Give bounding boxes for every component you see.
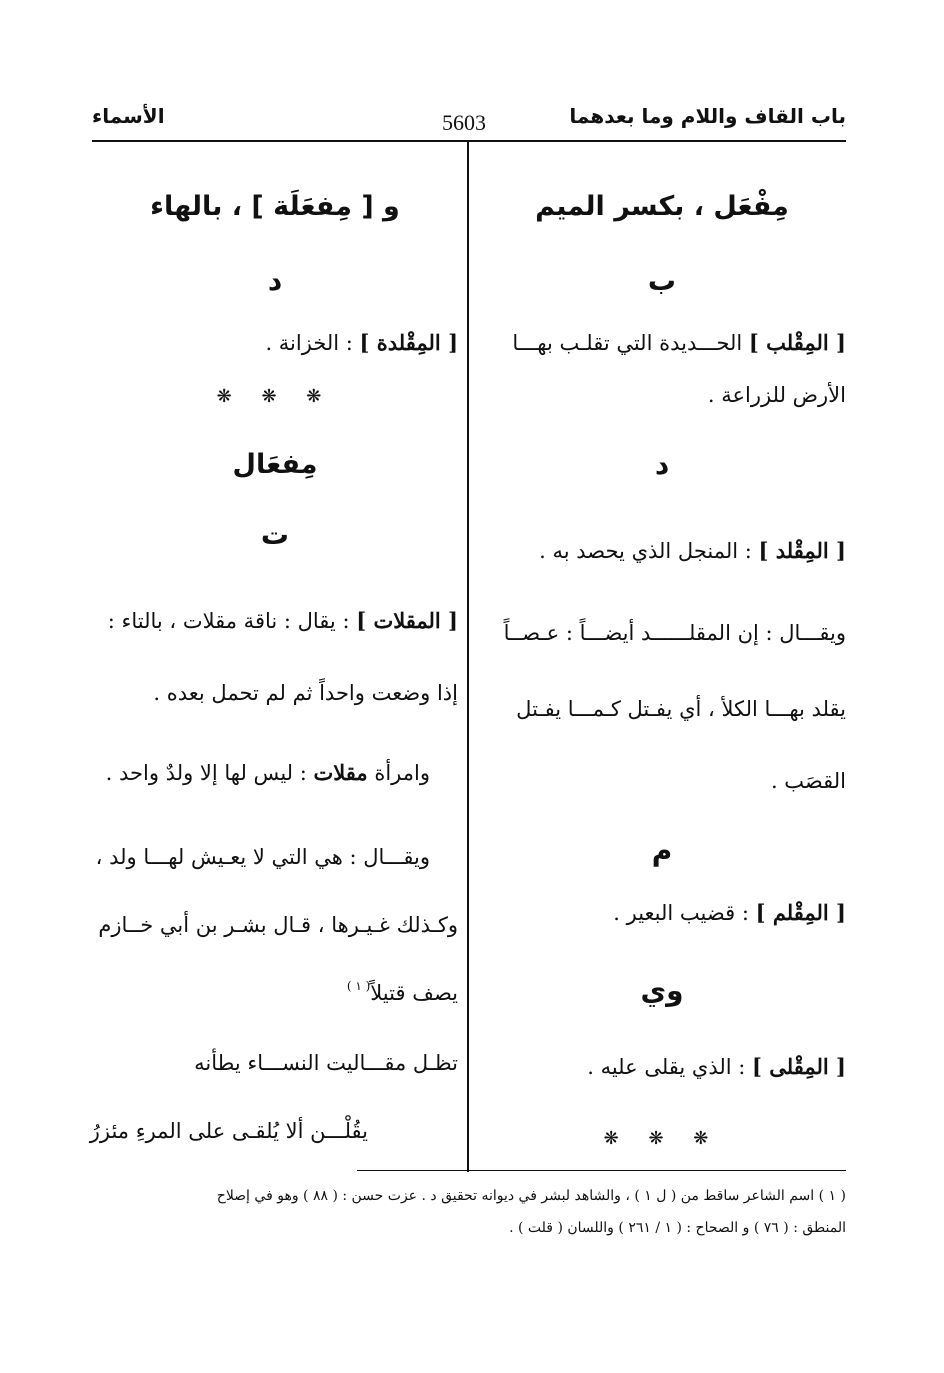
- column-divider: [467, 142, 469, 1172]
- entry-text: الحـــديدة التي تقلـب بهـــا: [512, 331, 749, 355]
- section-separator: ❋ ❋ ❋: [603, 1128, 721, 1149]
- entry-text: : الذي يقلى عليه .: [587, 1055, 753, 1079]
- entry-text: : الخزانة .: [265, 331, 360, 355]
- entry-text: : المنجل الذي يحصد به .: [539, 539, 759, 563]
- letter-heading-d: د: [654, 448, 670, 481]
- poem-line-1: تظـل مقـــاليت النســـاء يطأنه: [194, 1051, 458, 1075]
- entry-text: وكـذلك غـيـرها ، قـال بشـر بن أبي خــازم: [98, 913, 458, 937]
- footnote-rule: [357, 1170, 846, 1171]
- poem-line-2: يقُلْـــن ألا يُلقـى على المرءِ مئزرُ: [89, 1119, 368, 1143]
- section-heading: مِفْعَل ، بكسر الميم: [535, 191, 789, 222]
- footnote-marker: ( ١ ): [346, 979, 371, 993]
- section-heading-2: مِفعَال: [232, 449, 318, 480]
- entry-text: القصَب .: [770, 769, 846, 793]
- header-rule: [92, 140, 846, 142]
- letter-heading-t: ت: [260, 518, 290, 551]
- entry-text: ويقـــال : هي التي لا يعـيش لهـــا ولد ،: [95, 845, 430, 869]
- entry-term: [ المِقْلى ]: [752, 1054, 846, 1079]
- letter-heading-b: ب: [647, 264, 677, 297]
- entry-term: [ المِقْلم ]: [755, 900, 846, 925]
- entry-term: مقلات: [313, 760, 368, 785]
- entry-text: الأرض للزراعة .: [707, 383, 846, 407]
- entry-text: ويقـــال : إن المقلــــــد أيضـــاً : عـصــاً: [503, 621, 846, 645]
- entry-term: [ المِقْلد ]: [758, 538, 846, 563]
- entry-term: [ المقلات ]: [356, 608, 458, 633]
- entry-text: : ليس لها إلا ولدٌ واحد .: [105, 761, 314, 785]
- page-header: [92, 104, 846, 140]
- entry-miqlada: [265, 328, 458, 358]
- entry-text: يقلد بهـــا الكلأ ، أي يفـتل كـمـــا يفـتل: [516, 697, 846, 721]
- footnote-line-2: المنطق : ( ٧٦ ) و الصحاح : ( ١ / ٢٦١ ) واللسان ( قلت ) .: [509, 1220, 846, 1236]
- page-number: 5603: [442, 110, 486, 135]
- letter-heading-m: م: [651, 834, 673, 867]
- letter-heading-d: د: [267, 264, 283, 297]
- section-separator: ❋ ❋ ❋: [216, 386, 334, 407]
- entry-term: [ المِقْلب ]: [748, 330, 846, 355]
- running-title-right: باب القاف واللام وما بعدهما: [569, 104, 846, 128]
- entry-text: يصف قتيلاً: [370, 981, 458, 1005]
- letter-heading-wy: وي: [640, 974, 684, 1007]
- footnote-line-1: ( ١ ) اسم الشاعر ساقط من ( ل ١ ) ، والشاهد لبشر في ديوانه تحقيق د . عزت حسن : ( ٨٨ ) وهو في إصلاح: [216, 1188, 846, 1204]
- entry-miqlad: [539, 536, 846, 566]
- entry-text-with-footnote: [347, 978, 458, 1011]
- running-title-left: الأسماء: [92, 104, 165, 128]
- entry-text: : قضيب البعير .: [613, 901, 756, 925]
- entry-text: إذا وضعت واحداً ثم لم تحمل بعده .: [153, 681, 458, 705]
- entry-miqlam: [613, 898, 846, 928]
- entry-miqlat: [108, 606, 458, 636]
- entry-text: وامرأة: [367, 761, 430, 785]
- section-heading: و [ مِفعَلَة ] ، بالهاء: [150, 191, 400, 222]
- entry-text: : يقال : ناقة مقلات ، بالتاء :: [107, 609, 357, 633]
- entry-miqla: [587, 1052, 846, 1082]
- entry-miqlat-woman: [106, 758, 430, 788]
- entry-miqlab: [512, 328, 846, 358]
- entry-term: [ المِقْلدة ]: [359, 330, 458, 355]
